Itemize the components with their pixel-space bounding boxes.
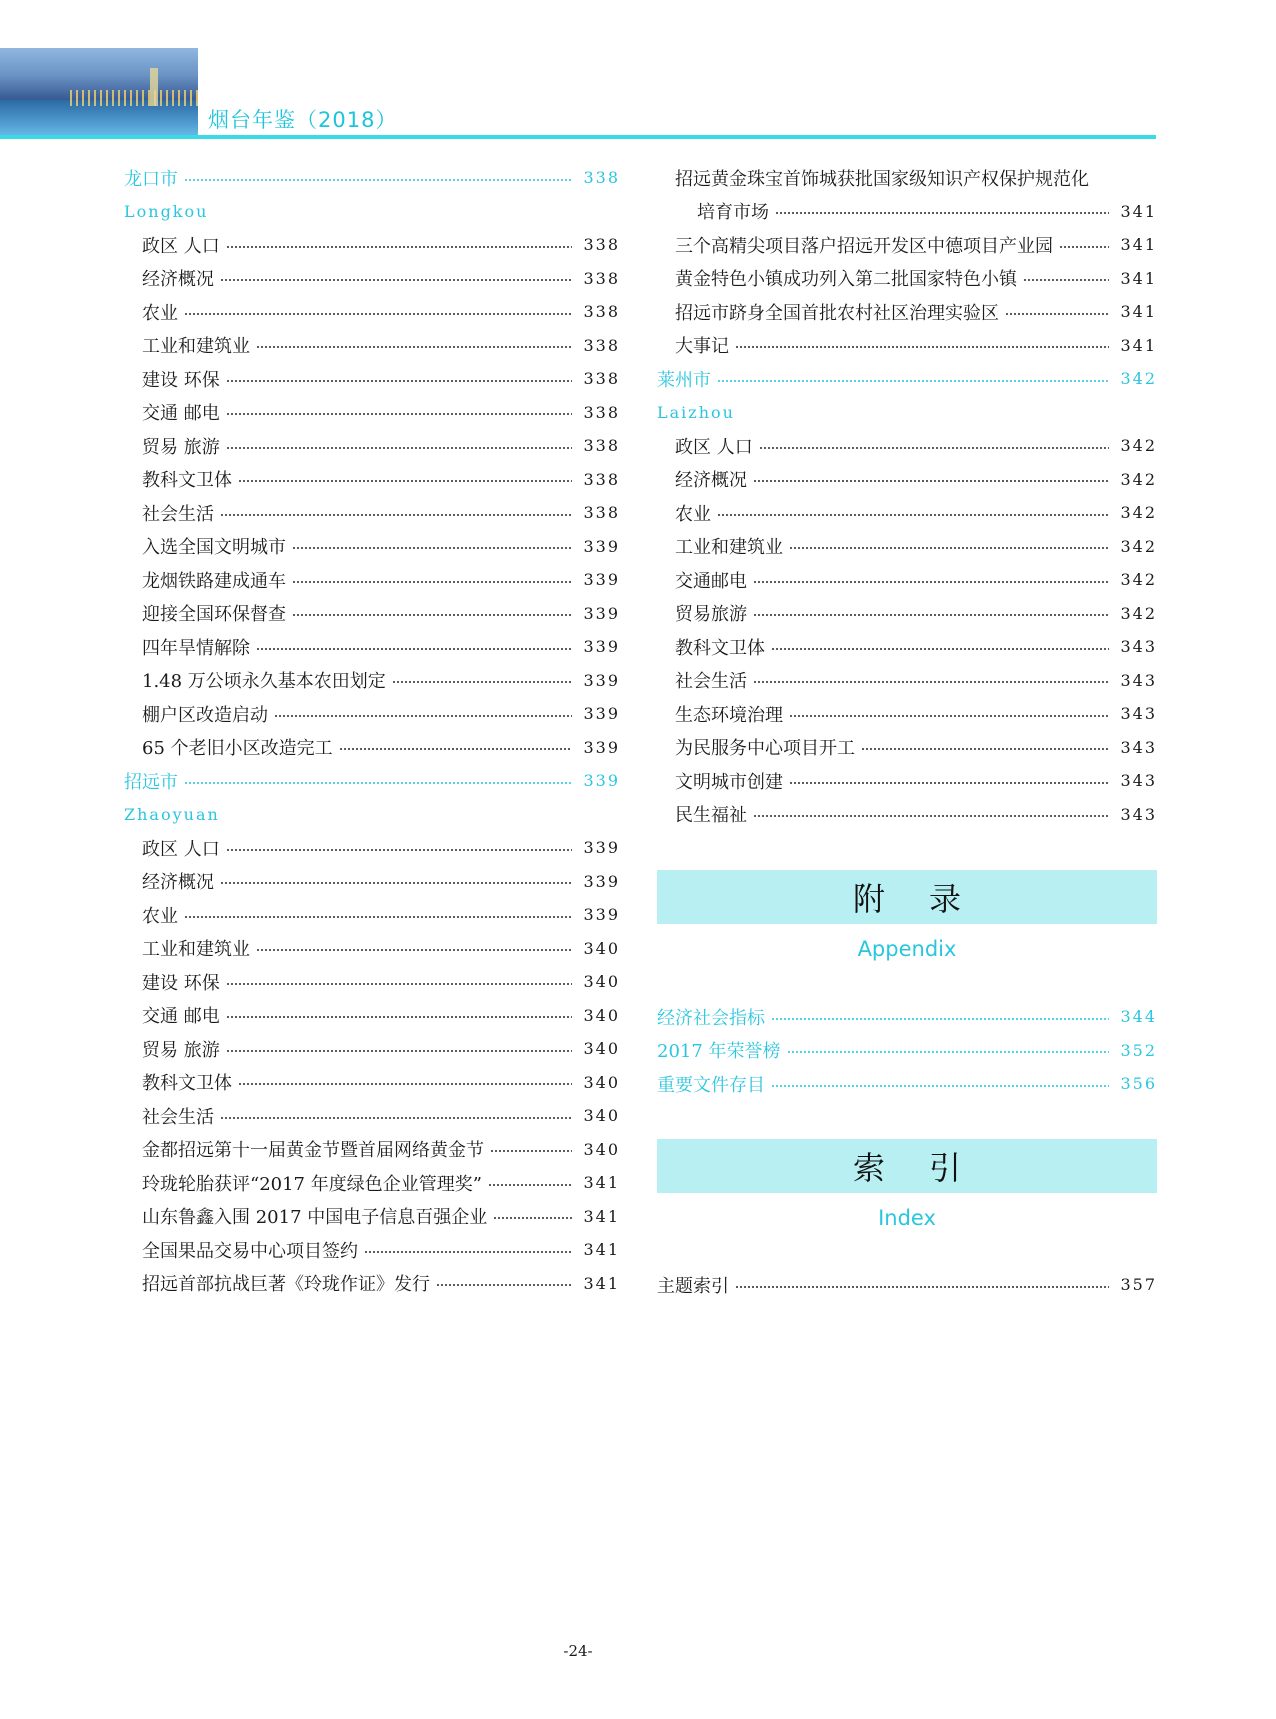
toc-entry-title: 龙烟铁路建成通车 [142,570,286,592]
toc-entry-title: 招远黄金珠宝首饰城获批国家级知识产权保护规范化 [675,168,1089,190]
toc-entry-title: 招远市跻身全国首批农村社区治理实验区 [675,302,999,324]
toc-entry-title: 经济概况 [142,269,214,291]
dot-leader [184,782,572,784]
toc-entry[interactable] [124,463,620,497]
header-rule [0,135,1156,139]
toc-page-number: 340 [583,972,620,992]
toc-page-number: 352 [1120,1040,1157,1060]
toc-entry[interactable] [124,295,620,329]
toc-page-number: 339 [583,570,620,590]
toc-page-number: 344 [1120,1007,1157,1027]
toc-section-heading[interactable] [657,1067,1157,1101]
toc-right-column [657,161,1157,831]
toc-entry-title: 交通 邮电 [142,1006,220,1028]
toc-entry-title: 65 个老旧小区改造完工 [142,738,333,760]
toc-entry-title: 主题索引 [657,1275,729,1297]
toc-entry-title: 政区 人口 [675,436,753,458]
toc-entry-title: 工业和建筑业 [142,939,250,961]
dot-leader [256,346,572,348]
toc-entry[interactable] [124,1099,620,1133]
toc-section-heading[interactable] [124,161,620,195]
toc-page-number: 340 [583,1005,620,1025]
toc-entry[interactable] [124,530,620,564]
toc-entry[interactable] [124,429,620,463]
toc-entry[interactable] [657,764,1157,798]
toc-page-number: 342 [1120,536,1157,556]
dot-leader [771,648,1109,650]
toc-entry-title: 经济社会指标 [657,1007,765,1029]
dot-leader [861,748,1109,750]
toc-page-number: 339 [583,704,620,724]
toc-page-number: 341 [1120,235,1157,255]
toc-entry[interactable] [657,731,1157,765]
toc-entry[interactable] [124,1267,620,1301]
toc-page-number: 341 [1120,268,1157,288]
dot-leader [226,413,572,415]
toc-page-number: 338 [583,235,620,255]
header-city-photo [0,48,198,138]
dot-leader [392,681,572,683]
dot-leader [274,715,572,717]
toc-page-number: 338 [583,335,620,355]
toc-entry[interactable] [657,496,1157,530]
toc-page-number: 342 [1120,503,1157,523]
toc-entry[interactable] [124,329,620,363]
toc-entry[interactable] [124,999,620,1033]
toc-entry[interactable] [657,664,1157,698]
yearbook-title: 烟台年鉴（2018） [208,108,398,132]
toc-entry-title: 贸易 旅游 [142,1039,220,1061]
toc-entry[interactable] [657,1268,1157,1302]
toc-page-number: 341 [1120,335,1157,355]
toc-entry-title: 贸易旅游 [675,604,747,626]
dot-leader [735,1286,1109,1288]
dot-leader [735,346,1109,348]
toc-page-number: 338 [583,268,620,288]
dot-leader [226,380,572,382]
dot-leader [226,447,572,449]
dot-leader [753,815,1109,817]
toc-entry-title: 社会生活 [142,1106,214,1128]
toc-page-number: 338 [583,302,620,322]
toc-entry-title: 建设 环保 [142,369,220,391]
dot-leader [256,648,572,650]
dot-leader [226,246,572,248]
toc-entry-title: 工业和建筑业 [675,537,783,559]
page-number: -24- [563,1642,593,1660]
index-banner: 索引 [657,1139,1157,1193]
toc-entry-title: 社会生活 [675,671,747,693]
toc-entry-title: 培育市场 [697,202,769,224]
toc-entry[interactable] [124,496,620,530]
toc-entry[interactable] [124,731,620,765]
toc-entry-title: 莱州市 [657,369,711,391]
toc-entry[interactable] [124,262,620,296]
dot-leader [184,916,572,918]
toc-entry[interactable] [124,228,620,262]
toc-page-number: 343 [1120,670,1157,690]
toc-entry[interactable] [657,697,1157,731]
toc-page-number: 343 [1120,804,1157,824]
toc-page-number: 342 [1120,436,1157,456]
dot-leader [771,1085,1109,1087]
toc-entry[interactable] [657,463,1157,497]
toc-page-number: 339 [583,838,620,858]
toc-page-number: 342 [1120,603,1157,623]
toc-entry-title: 交通 邮电 [142,403,220,425]
toc-page-number: 339 [583,771,620,791]
dot-leader [753,480,1109,482]
toc-page-number: 339 [583,637,620,657]
toc-entry[interactable] [657,161,1157,195]
toc-page-number: 340 [583,938,620,958]
toc-entry-title: 迎接全国环保督查 [142,604,286,626]
toc-entry-title: 山东鲁鑫入围 2017 中国电子信息百强企业 [142,1207,488,1229]
dot-leader [789,782,1109,784]
dot-leader [488,1184,572,1186]
toc-entry-title: 龙口市 [124,168,178,190]
toc-page-number: 338 [583,469,620,489]
toc-entry-title: 2017 年荣誉榜 [657,1041,781,1063]
toc-entry[interactable] [124,965,620,999]
dot-leader [759,447,1109,449]
toc-entry[interactable] [124,1166,620,1200]
toc-entry-title: 招远市 [124,771,178,793]
dot-leader [220,279,572,281]
dot-leader [226,849,572,851]
toc-page-number: 339 [583,737,620,757]
toc-page-number: 339 [583,670,620,690]
toc-entry-title: 三个高精尖项目落户招远开发区中德项目产业园 [675,235,1053,257]
toc-entry[interactable] [657,228,1157,262]
toc-page-number: 356 [1120,1074,1157,1094]
toc-page-number: 342 [1120,570,1157,590]
toc-page-number: 339 [583,871,620,891]
appendix-banner: 附录 [657,870,1157,924]
toc-section-english[interactable] [124,798,620,832]
toc-page-number: 343 [1120,704,1157,724]
toc-entry[interactable] [124,1032,620,1066]
dot-leader [789,547,1109,549]
dot-leader [220,882,572,884]
dot-leader [339,748,572,750]
toc-entry[interactable] [657,563,1157,597]
dot-leader [436,1284,572,1286]
dot-leader [493,1217,572,1219]
dot-leader [226,1016,572,1018]
dot-leader [717,514,1109,516]
toc-entry[interactable] [657,262,1157,296]
toc-entry[interactable] [124,362,620,396]
toc-entry[interactable] [124,865,620,899]
toc-entry-title: 全国果品交易中心项目签约 [142,1240,358,1262]
dot-leader [1005,313,1109,315]
toc-entry-title: 棚户区改造启动 [142,704,268,726]
dot-leader [292,547,572,549]
toc-page-number: 341 [1120,302,1157,322]
appendix-entries [657,1000,1157,1101]
toc-page-number: 340 [583,1139,620,1159]
toc-page-number: 341 [1120,201,1157,221]
toc-entry-title: 教科文卫体 [142,470,232,492]
toc-entry-title: Laizhou [657,402,735,422]
toc-entry-title: 交通邮电 [675,570,747,592]
dot-leader [787,1051,1109,1053]
dot-leader [256,949,572,951]
toc-entry-title: 招远首部抗战巨著《玲珑作证》发行 [142,1274,430,1296]
toc-entry-title: 贸易 旅游 [142,436,220,458]
dot-leader [1023,279,1109,281]
toc-section-heading[interactable] [657,362,1157,396]
toc-entry-title: 生态环境治理 [675,704,783,726]
toc-page-number: 338 [583,402,620,422]
toc-page-number: 342 [1120,469,1157,489]
toc-entry-title: 文明城市创建 [675,771,783,793]
toc-entry[interactable] [124,932,620,966]
dot-leader [226,1050,572,1052]
dot-leader [490,1150,572,1152]
dot-leader [364,1251,572,1253]
toc-page-number: 341 [583,1206,620,1226]
toc-entry-title: 入选全国文明城市 [142,537,286,559]
toc-entry[interactable] [657,530,1157,564]
dot-leader [184,179,572,181]
dot-leader [753,581,1109,583]
toc-section-heading[interactable] [124,764,620,798]
dot-leader [220,1117,572,1119]
toc-entry-title: 经济概况 [675,470,747,492]
toc-entry[interactable] [124,1200,620,1234]
toc-entry-title: 经济概况 [142,872,214,894]
toc-entry-title: 金都招远第十一届黄金节暨首届网络黄金节 [142,1140,484,1162]
toc-section-english[interactable] [124,195,620,229]
toc-page-number: 338 [583,503,620,523]
toc-entry-title: 社会生活 [142,503,214,525]
toc-entry[interactable] [657,429,1157,463]
toc-entry[interactable] [124,597,620,631]
dot-leader [184,313,572,315]
toc-entry-title: 政区 人口 [142,838,220,860]
appendix-english-title: Appendix [857,937,957,961]
toc-page-number: 338 [583,436,620,456]
dot-leader [753,614,1109,616]
toc-entry-title: Longkou [124,201,209,221]
toc-page-number: 341 [583,1240,620,1260]
toc-entry-title: 教科文卫体 [142,1073,232,1095]
toc-entry[interactable] [124,1233,620,1267]
toc-section-heading[interactable] [657,1034,1157,1068]
toc-entry[interactable] [124,630,620,664]
toc-page-number: 357 [1120,1275,1157,1295]
toc-entry[interactable] [657,597,1157,631]
toc-entry-title: 为民服务中心项目开工 [675,738,855,760]
dot-leader [238,1083,572,1085]
toc-page-number: 340 [583,1072,620,1092]
dot-leader [1059,246,1109,248]
toc-page-number: 340 [583,1106,620,1126]
toc-entry-title: 农业 [142,905,178,927]
toc-entry-title: 农业 [142,302,178,324]
toc-page-number: 338 [583,168,620,188]
toc-entry-title: 民生福祉 [675,805,747,827]
toc-entry-title: 政区 人口 [142,235,220,257]
toc-entry[interactable] [124,697,620,731]
toc-page-number: 343 [1120,637,1157,657]
toc-page-number: 341 [583,1173,620,1193]
toc-entry[interactable] [124,898,620,932]
toc-left-column [124,161,620,1300]
toc-page-number: 339 [583,905,620,925]
toc-entry[interactable] [124,396,620,430]
index-entries [657,1268,1157,1302]
toc-entry[interactable] [124,563,620,597]
toc-page-number: 343 [1120,771,1157,791]
toc-page-number: 340 [583,1039,620,1059]
toc-entry[interactable] [657,630,1157,664]
toc-entry-title: 玲珑轮胎获评“2017 年度绿色企业管理奖” [142,1173,482,1195]
toc-entry-title: 重要文件存目 [657,1074,765,1096]
toc-entry-title: 大事记 [675,336,729,358]
index-english-title: Index [878,1206,936,1230]
dot-leader [220,514,572,516]
toc-entry-title: 黄金特色小镇成功列入第二批国家特色小镇 [675,269,1017,291]
dot-leader [292,614,572,616]
dot-leader [771,1018,1109,1020]
toc-entry[interactable] [657,195,1157,229]
dot-leader [789,715,1109,717]
toc-page-number: 341 [583,1273,620,1293]
toc-entry[interactable] [657,295,1157,329]
toc-section-english[interactable] [657,396,1157,430]
toc-page-number: 338 [583,369,620,389]
dot-leader [717,380,1109,382]
toc-entry[interactable] [124,1066,620,1100]
toc-entry-title: 工业和建筑业 [142,336,250,358]
dot-leader [775,212,1109,214]
toc-entry[interactable] [124,831,620,865]
dot-leader [292,581,572,583]
toc-page-number: 339 [583,603,620,623]
toc-section-heading[interactable] [657,1000,1157,1034]
toc-entry-title: 1.48 万公顷永久基本农田划定 [142,671,386,693]
toc-entry[interactable] [124,664,620,698]
toc-entry-title: 四年旱情解除 [142,637,250,659]
dot-leader [238,480,572,482]
toc-page-number: 339 [583,536,620,556]
toc-page-number: 343 [1120,737,1157,757]
dot-leader [226,983,572,985]
toc-entry[interactable] [124,1133,620,1167]
toc-entry-title: Zhaoyuan [124,804,220,824]
dot-leader [753,681,1109,683]
toc-entry[interactable] [657,329,1157,363]
toc-page-number: 342 [1120,369,1157,389]
toc-entry-title: 农业 [675,503,711,525]
toc-entry-title: 建设 环保 [142,972,220,994]
toc-entry-title: 教科文卫体 [675,637,765,659]
toc-entry[interactable] [657,798,1157,832]
